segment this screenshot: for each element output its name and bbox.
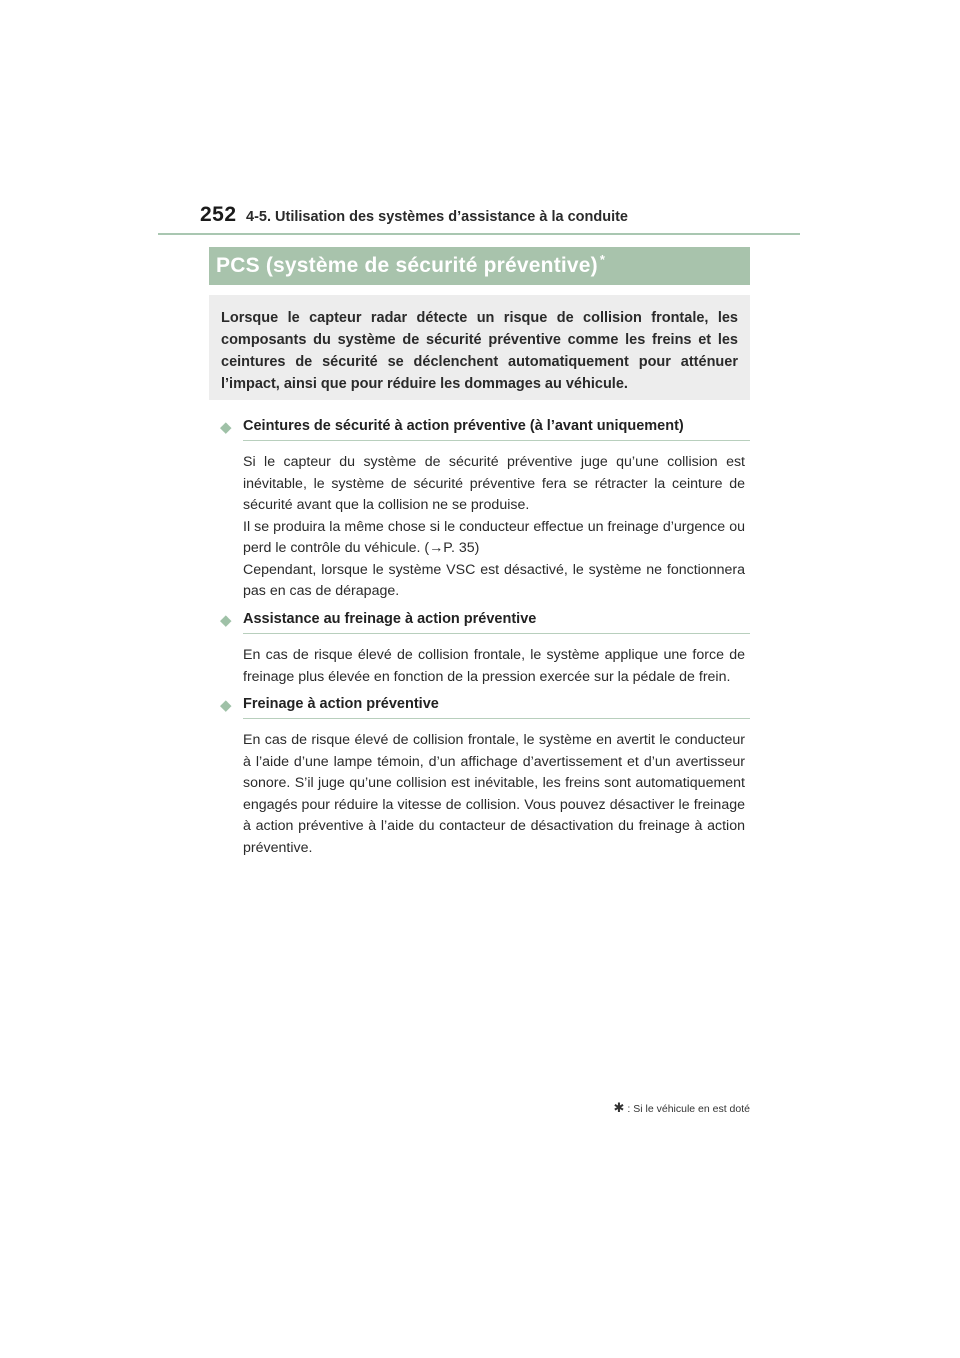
subsection-body xyxy=(243,730,745,859)
subsection-heading xyxy=(220,611,750,637)
subsection-heading-text: Freinage à action préventive xyxy=(243,696,439,712)
subsection-body xyxy=(243,452,745,603)
subsection-rule xyxy=(243,718,750,719)
paragraph: Cependant, lorsque le système VSC est désactivé, le système ne fonctionnera pas en cas de dérapage. xyxy=(243,561,745,599)
title-asterisk: * xyxy=(599,252,606,267)
subsection-heading-text: Assistance au freinage à action préventive xyxy=(243,611,537,627)
subsection-rule xyxy=(243,440,750,441)
page-title xyxy=(216,252,605,278)
footnote-text: : Si le véhicule en est doté xyxy=(627,1103,750,1115)
diamond-bullet-icon: ◆ xyxy=(220,419,232,436)
paragraph: En cas de risque élevé de collision frontale, le système applique une force de freinage plus élevée en fonction de la pression exercée sur la pédale de frein. xyxy=(243,647,745,685)
intro-box xyxy=(209,295,750,400)
footnote xyxy=(600,1100,750,1116)
diamond-bullet-icon: ◆ xyxy=(220,612,232,629)
page-title-text: PCS (système de sécurité préventive) xyxy=(216,254,598,277)
subsection-rule xyxy=(243,633,750,634)
header-rule xyxy=(158,233,800,235)
paragraph: En cas de risque élevé de collision frontale, le système en avertit le conducteur à l’aide d’une lampe témoin, d’un affichage d’avertissement et d’un avertisseur sonore. S’il juge qu’une collision est inévitable, les freins sont automatiquement engagés pour réduire la vitesse de collision. Vous pouvez désactiver le freinage à action préventive à l’aide du contacteur de désactivation du freinage à action préventive. xyxy=(243,732,745,856)
subsection-preventive-seatbelts xyxy=(220,418,750,603)
subsection-heading xyxy=(220,418,750,444)
diamond-bullet-icon: ◆ xyxy=(220,697,232,714)
page-number: 252 xyxy=(200,203,237,226)
subsection-heading-text: Ceintures de sécurité à action préventive (à l’avant uniquement) xyxy=(243,418,684,434)
section-title: 4-5. Utilisation des systèmes d’assistance à la conduite xyxy=(246,209,628,225)
subsection-heading xyxy=(220,696,750,722)
subsection-body xyxy=(243,645,745,688)
subsection-brake-assist xyxy=(220,611,750,688)
subsection-preventive-braking xyxy=(220,696,750,859)
intro-text: Lorsque le capteur radar détecte un risque de collision frontale, les composants du système de sécurité préventive comme les freins et les ceintures de sécurité se déclenchent automatiquement pour atténuer l’impact, ainsi que pour réduire les dommages au véhicule. xyxy=(221,310,738,392)
paragraph: Si le capteur du système de sécurité préventive juge qu’une collision est inévitable, le système de sécurité préventive fera se rétracter la ceinture de sécurité avant que la collision ne se produise. xyxy=(243,454,745,513)
footnote-star-icon: ✱ xyxy=(613,1100,625,1115)
title-bar xyxy=(209,247,750,285)
paragraph: Il se produira la même chose si le conducteur effectue un freinage d’urgence ou perd le contrôle du véhicule. (→P. 35) xyxy=(243,518,745,556)
